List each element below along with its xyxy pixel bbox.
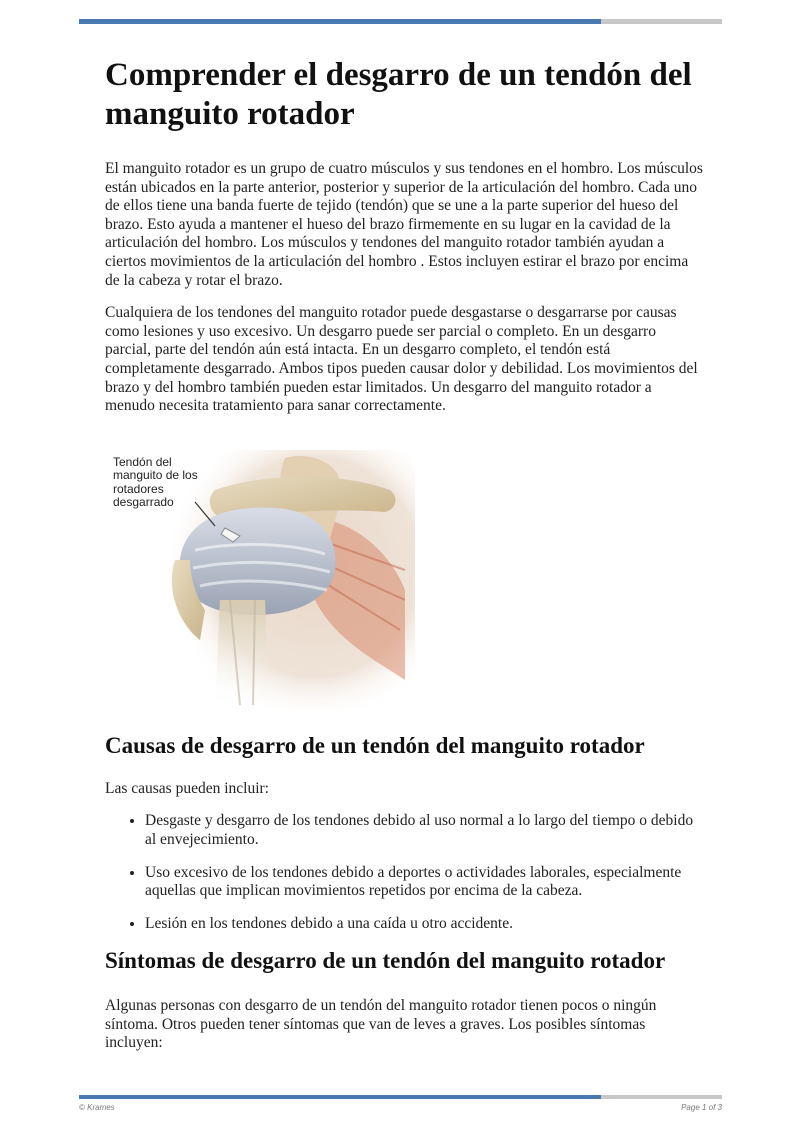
- header-rule-accent: [79, 19, 601, 24]
- page-title: Comprender el desgarro de un tendón del manguito rotador: [105, 57, 692, 132]
- document-body: [105, 56, 705, 1053]
- causes-lead: Las causas pueden incluir:: [105, 779, 269, 797]
- tears-paragraph: Cualquiera de los tendones del manguito rotador puede desgastarse o desgarrarse por causas como lesiones y uso excesivo. Un desgarro puede ser parcial o completo. En un desgarro parcial, parte del tendón aún está intacta. En un desgarro completo, el tendón está completamente desgarrado. Ambos tipos pueden causar dolor y debilidad. Los movimientos del brazo y del hombro también pueden estar limitados. Un desgarro del manguito rotador a menudo necesita tratamiento para sanar correctamente.: [105, 304, 698, 415]
- list-item: • Desgaste y desgarro de los tendones debido al uso normal a lo largo del tiempo o debido al envejecimiento.: [145, 812, 705, 849]
- list-item: • Uso excesivo de los tendones debido a deportes o actividades laborales, especialmente aquellas que implican movimientos repetidos por encima de la cabeza.: [145, 864, 705, 901]
- footer-rule-accent: [79, 1095, 601, 1099]
- causes-heading: Causas de desgarro de un tendón del manguito rotador: [105, 732, 645, 758]
- intro-paragraph: El manguito rotador es un grupo de cuatro músculos y sus tendones en el hombro. Los músculos están ubicados en la parte anterior, posterior y superior de la articulación del hombro. Cada uno de ellos tiene una banda fuerte de tejido (tendón) que se une a la parte superior del hueso del brazo. Esto ayuda a mantener el hueso del brazo firmemente en su lugar en la cavidad de la articulación del hombro. Los músculos y tendones del manguito rotador también ayudan a ciertos movimientos de la articulación del hombro . Estos incluyen estirar el brazo por encima de la cabeza y rotar el brazo.: [105, 160, 703, 289]
- list-item: • Lesión en los tendones debido a una caída u otro accidente.: [145, 915, 705, 934]
- footer-copyright: © Krames: [79, 1103, 115, 1112]
- shoulder-illustration: [105, 450, 415, 710]
- causes-list: [105, 812, 705, 933]
- figure-label: Tendón del manguito de los rotadores desgarrado: [113, 454, 198, 510]
- footer-rule: [79, 1095, 722, 1099]
- symptoms-lead: Algunas personas con desgarro de un tendón del manguito rotador tienen pocos o ningún síntoma. Otros pueden tener síntomas que van de leves a graves. Los posibles síntomas incluyen:: [105, 997, 657, 1052]
- page-number: Page 1 of 3: [681, 1103, 722, 1112]
- symptoms-heading: Síntomas de desgarro de un tendón del manguito rotador: [105, 948, 666, 974]
- header-rule: [79, 19, 722, 24]
